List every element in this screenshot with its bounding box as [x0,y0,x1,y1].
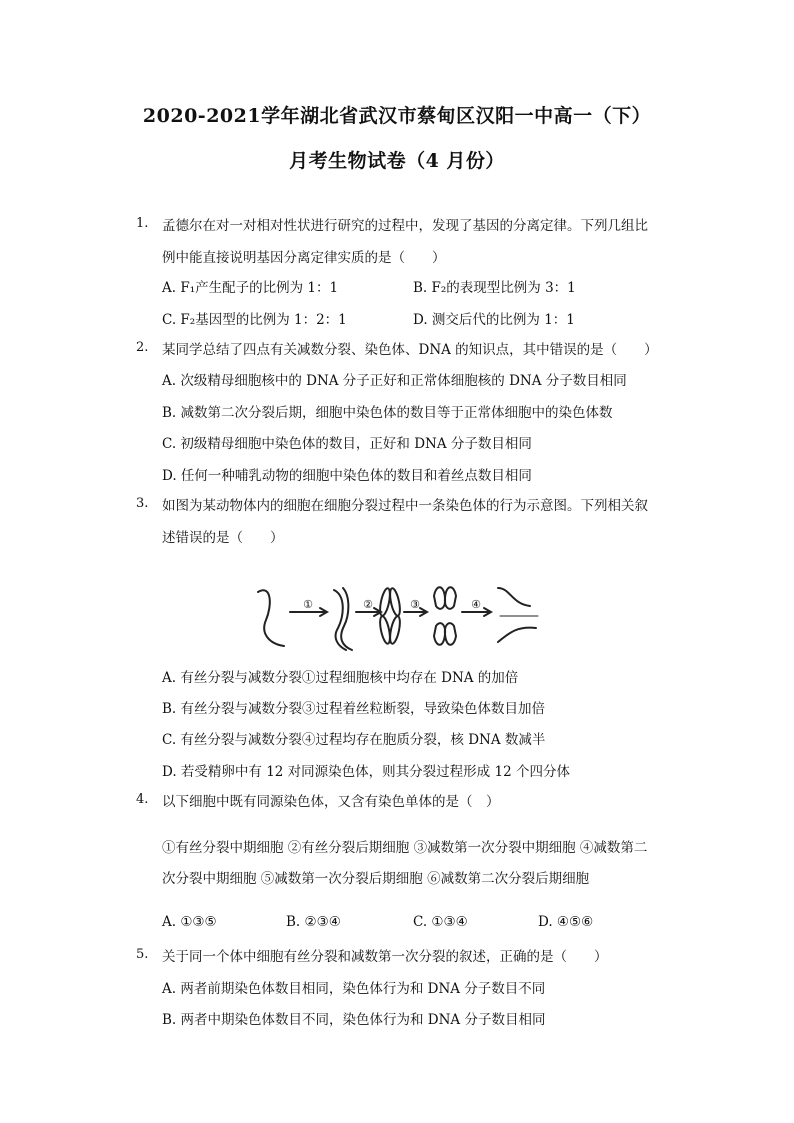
question-3-option-d: D. 若受精卵中有 12 对同源染色体，则其分裂过程形成 12 个四分体 [162,764,570,780]
separated-chromatid-lower-right [445,623,456,645]
question-3-number: 3. [136,496,149,511]
question-3-option-a: A. 有丝分裂与减数分裂①过程细胞核中均存在 DNA 的加倍 [162,670,519,686]
figure-label-1: ① [303,598,313,611]
question-5-stem-line-1: 关于同一个体中细胞有丝分裂和减数第一次分裂的叙述，正确的是（ ） [162,949,608,965]
daughter-chromosome-upper [498,588,530,606]
question-2-option-a: A. 次级精母细胞核中的 DNA 分子正好和正常体细胞核的 DNA 分子数目相同 [162,373,627,389]
question-4-number: 4. [136,792,149,807]
page-title-line-2: 月考生物试卷（4 月份） [289,150,505,172]
figure-label-3: ③ [410,598,420,611]
figure-label-2: ② [363,598,373,611]
question-4-option-d: D. ④⑤⑥ [538,914,594,930]
chromosome-single-stage [258,590,284,646]
question-3-option-c: C. 有丝分裂与减数分裂④过程均存在胞质分裂，核 DNA 数减半 [162,732,546,748]
chromatid-upper-right [388,587,402,616]
question-2-stem-line-1: 某同学总结了四点有关减数分裂、染色体、DNA 的知识点，其中错误的是（ ） [162,342,658,358]
separated-chromatid-upper-left [434,587,445,609]
chromatid-lower-right [388,615,402,644]
chromosome-behavior-figure [248,582,542,654]
question-1-option-d: D. 测交后代的比例为 1：1 [413,312,575,328]
question-3-stem-line-2: 述错误的是（ ） [162,530,284,546]
question-2-option-c: C. 初级精母细胞中染色体的数目，正好和 DNA 分子数目相同 [162,436,532,452]
question-1-stem-line-1: 孟德尔在对一对相对性状进行研究的过程中，发现了基因的分离定律。下列几组比 [162,218,648,234]
chromosome-replicated-strand-2 [341,588,352,650]
question-5-option-b: B. 两者中期染色体数目不同，染色体行为和 DNA 分子数目相同 [162,1012,546,1028]
question-5-option-a: A. 两者前期染色体数目相同，染色体行为和 DNA 分子数目不同 [162,981,546,997]
separated-chromatid-lower-left [434,623,445,645]
figure-label-4: ④ [471,598,481,611]
question-1-number: 1. [136,216,149,231]
page-title-line-1: 2020-2021学年湖北省武汉市蔡甸区汉阳一中高一（下） [142,105,652,127]
daughter-chromosome-lower [498,628,536,642]
separated-chromatid-upper-right [445,587,456,609]
question-2-number: 2. [136,340,149,355]
question-4-stem-line-1: 以下细胞中既有同源染色体，又含有染色单体的是（ ） [162,794,500,810]
question-1-stem-line-2: 例中能直接说明基因分离定律实质的是（ ） [162,250,446,266]
question-4-option-c: C. ①③④ [413,914,468,930]
question-3-option-b: B. 有丝分裂与减数分裂③过程着丝粒断裂，导致染色体数目加倍 [162,701,546,717]
chromosome-replicated-strand-1 [334,590,346,650]
question-4-list-line-1: ①有丝分裂中期细胞 ②有丝分裂后期细胞 ③减数第一次分裂中期细胞 ④减数第二 [162,840,648,856]
question-5-number: 5. [136,947,149,962]
question-3-stem-line-1: 如图为某动物体内的细胞在细胞分裂过程中一条染色体的行为示意图。下列相关叙 [162,498,648,514]
question-2-option-d: D. 任何一种哺乳动物的细胞中染色体的数目和着丝点数目相同 [162,468,532,484]
question-4-option-b: B. ②③④ [286,914,341,930]
question-2-option-b: B. 减数第二次分裂后期，细胞中染色体的数目等于正常体细胞中的染色体数 [162,405,613,421]
question-4-list-line-2: 次分裂中期细胞 ⑤减数第一次分裂后期细胞 ⑥减数第二次分裂后期细胞 [162,871,590,887]
question-1-option-b: B. F₂的表现型比例为 3：1 [413,280,576,296]
question-4-option-a: A. ①③⑤ [162,914,217,930]
question-1-option-a: A. F₁产生配子的比例为 1：1 [162,280,339,296]
question-1-option-c: C. F₂基因型的比例为 1：2：1 [162,312,347,328]
